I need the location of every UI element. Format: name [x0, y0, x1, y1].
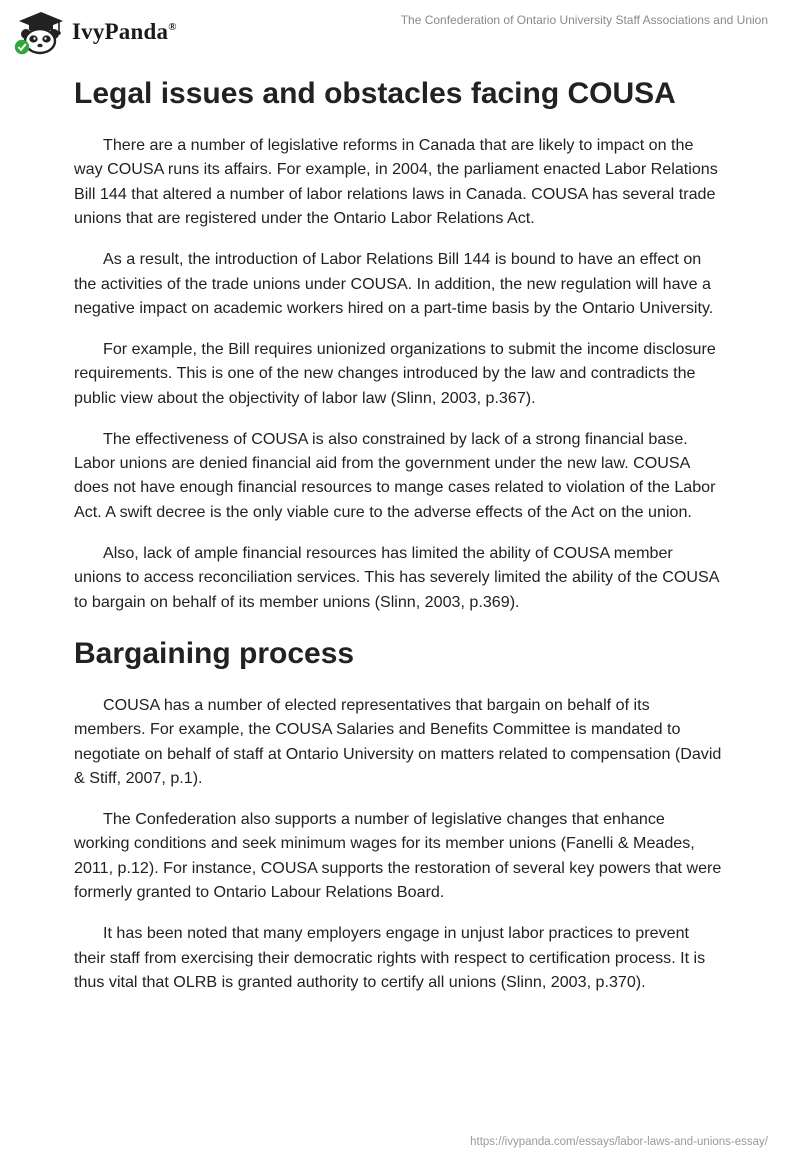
source-url[interactable]: https://ivypanda.com/essays/labor-laws-and-unions-essay/ — [470, 1136, 768, 1148]
document-title: The Confederation of Ontario University Staff Associations and Union — [400, 13, 768, 27]
paragraph: The Confederation also supports a number of legislative changes that enhance working conditions and seek minimum wages for its member unions (Fanelli & Meades, 2011, p.12). For instance, COUSA supports the restoration of several key powers that were formerly granted to Ontario Labour Relations Board. — [74, 810, 722, 902]
essay-content — [74, 72, 724, 994]
paragraph: The effectiveness of COUSA is also constrained by lack of a strong financial base. Labor unions are denied financial aid from the government under the new law. COUSA does not have enough financial resources to mange cases related to violation of the Labor Act. A swift decree is the only viable cure to the adverse effects of the Act on the union. — [74, 429, 716, 521]
section-heading-legal-issues: Legal issues and obstacles facing COUSA — [74, 77, 676, 110]
paragraph: COUSA has a number of elected representatives that bargain on behalf of its members. For example, the COUSA Salaries and Benefits Committee is mandated to negotiate on behalf of staff at Ontario University on matters related to compensation (David & Stiff, 2007, p.1). — [74, 695, 722, 788]
page-header — [0, 0, 800, 62]
paragraph: It has been noted that many employers engage in unjust labor practices to prevent their staff from exercising their democratic rights with respect to certification process. It is thus vital that OLRB is granted authority to certify all unions (Slinn, 2003, p.370). — [74, 924, 706, 991]
brand-logo[interactable] — [14, 9, 177, 55]
section-heading-bargaining-process: Bargaining process — [74, 636, 355, 670]
paragraph: There are a number of legislative reforms in Canada that are likely to impact on the way COUSA runs its affairs. For example, in 2004, the parliament enacted Labor Relations Bill 144 that altered a number of labor relations laws in Canada. COUSA has several trade unions that are registered under the Ontario Labor Relations Act. — [74, 136, 718, 228]
brand-name: IvyPanda® — [72, 19, 177, 44]
panda-graduate-icon — [14, 9, 66, 55]
paragraph: For example, the Bill requires unionized organizations to submit the income disclosure requirements. This is one of the new changes introduced by the law and contradicts the public view about the objectivity of labor law (Slinn, 2003, p.367). — [74, 339, 716, 407]
paragraph: Also, lack of ample financial resources has limited the ability of COUSA member unions to access reconciliation services. This has severely limited the ability of the COUSA to bargain on behalf of its member unions (Slinn, 2003, p.369). — [74, 543, 719, 611]
paragraph: As a result, the introduction of Labor Relations Bill 144 is bound to have an effect on the activities of the trade unions under COUSA. In addition, the new regulation will have a negative impact on academic workers hired on a part-time basis by the Ontario University. — [74, 250, 714, 317]
